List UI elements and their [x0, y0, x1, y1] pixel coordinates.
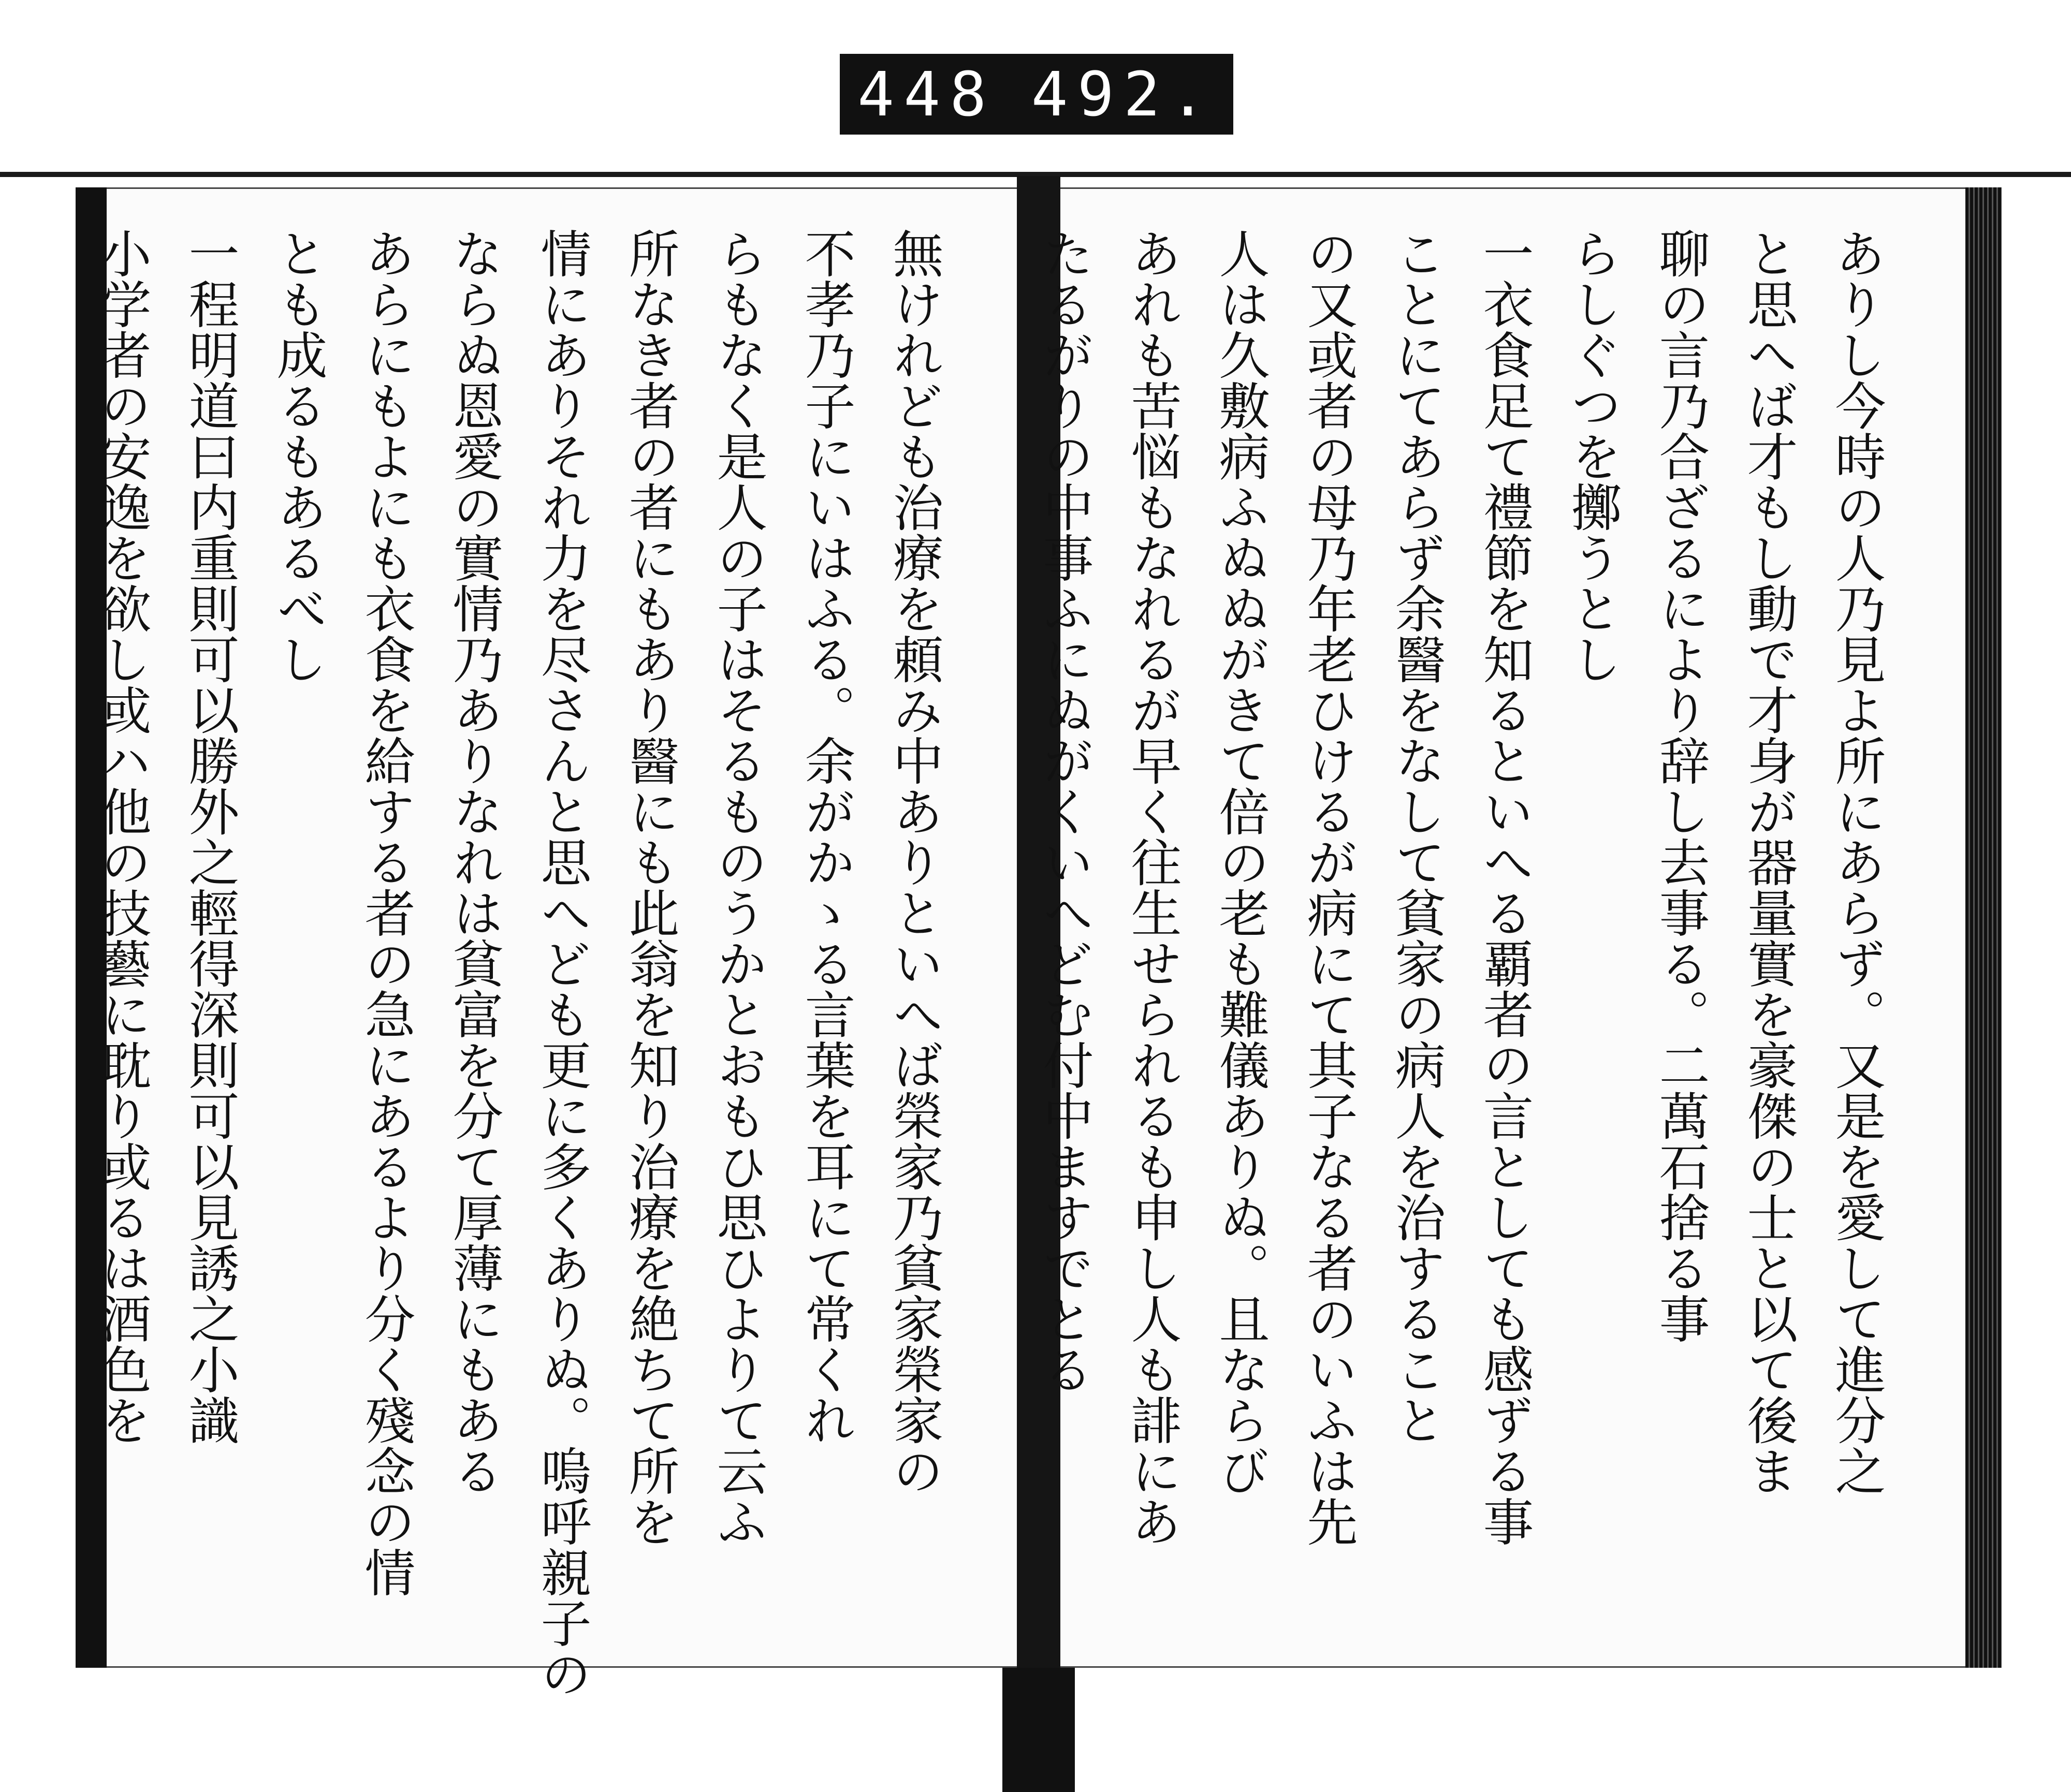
text-column: らしぐつを擲うとし — [1563, 228, 1622, 684]
text-column: とも成るもあるべし — [268, 228, 327, 684]
text-column: の又或者の母乃年老ひけるが病にて其子なる者のいふは先 — [1299, 228, 1358, 1547]
text-column: 情にありそれ力を尽さんと思へども更に多くありぬ。嗚呼親子の — [532, 228, 591, 1699]
frame-number-left: 448 — [857, 58, 996, 130]
text-column: ことにてあらず余醫をなして貧家の病人を治すること — [1387, 228, 1446, 1445]
spine-base — [1002, 1668, 1075, 1792]
text-column: らもなく是人の子はそるものうかとおもひ思ひよりて云ふ — [708, 228, 767, 1547]
text-column: 人は久敷病ふぬぬがきて倍の老も難儀ありぬ。且ならび — [1210, 228, 1270, 1496]
text-column: 無けれども治療を頼み中ありといへば榮家乃貧家榮家の — [884, 228, 943, 1496]
text-column: 不孝乃子にいはふる。余がかゝる言葉を耳にて常くれ — [796, 228, 855, 1445]
text-column: ならぬ恩愛の實情乃ありなれは貧富を分て厚薄にもある — [444, 228, 503, 1496]
frame-number-right: 492. — [1031, 58, 1216, 130]
left-page-text — [92, 228, 958, 1699]
text-column: 小学者の安逸を欲し或ハ他の技藝に耽り或るは酒色を — [92, 228, 151, 1445]
text-column: 一程明道曰内重則可以勝外之輕得深則可以見誘之小識 — [180, 228, 239, 1445]
text-column: と思へば才もし動で才身が器量實を豪傑の士と以て後ま — [1739, 228, 1798, 1496]
text-column: 聊の言乃合ざるにより辞し去事る。二萬石捨る事 — [1651, 228, 1710, 1344]
right-page-text — [1004, 228, 1900, 1547]
text-column: 一衣食足て禮節を知るといへる覇者の言としても感ずる事 — [1475, 228, 1534, 1547]
frame-counter-label — [840, 54, 1233, 135]
text-column: たるがりの中事ふにぬがくいへどむ付中ますでとる — [1034, 228, 1093, 1394]
text-column: ありし今時の人乃見よ所にあらず。又是を愛して進分之 — [1827, 228, 1886, 1496]
text-column: あれも苦悩もなれるが早く往生せられるも申し人も誹にあ — [1122, 228, 1182, 1547]
right-page-stack-edge — [1965, 187, 2002, 1668]
text-column: あらにもよにも衣食を給する者の急にあるより分く殘念の情 — [356, 228, 415, 1597]
text-column: 所なき者の者にもあり醫にも此翁を知り治療を絶ちて所を — [620, 228, 679, 1547]
